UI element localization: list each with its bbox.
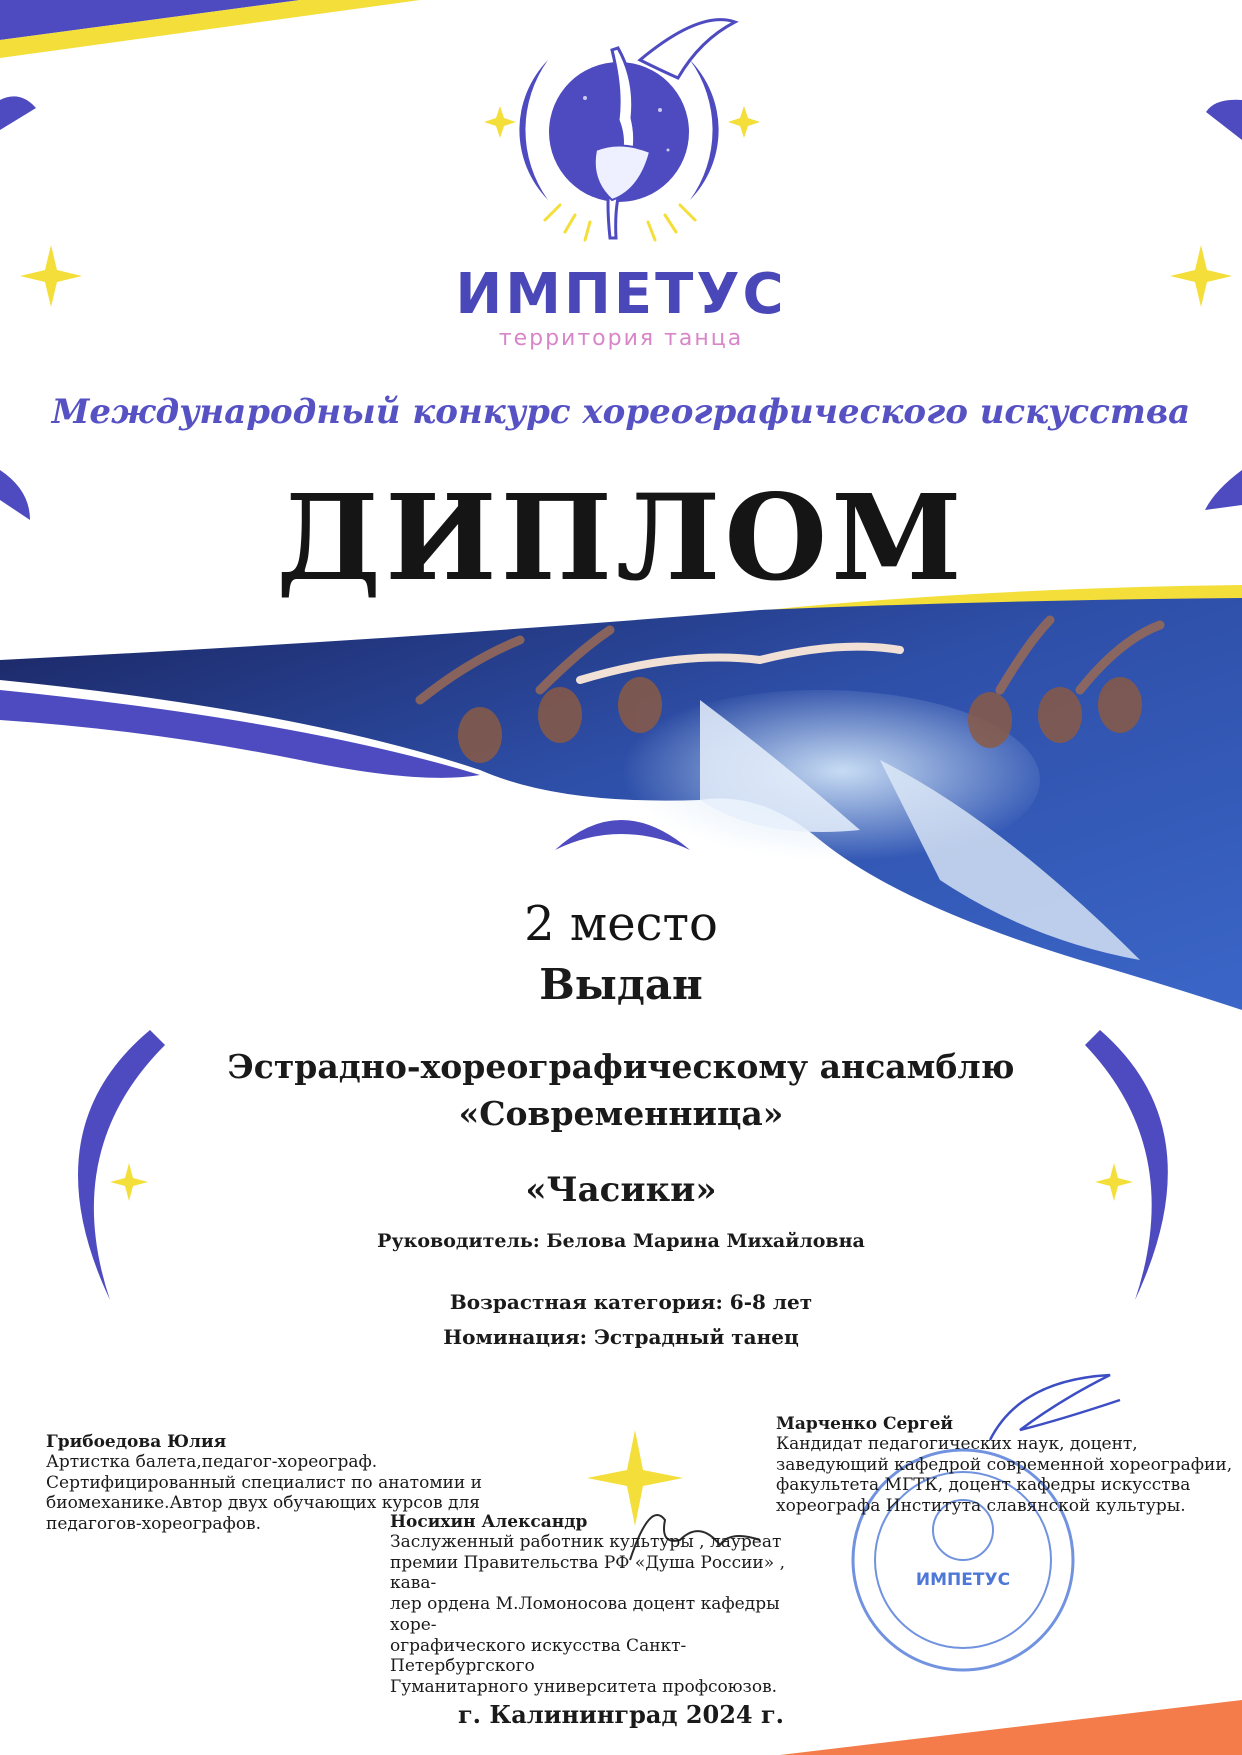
recipient-line2: «Современница» bbox=[458, 1093, 784, 1133]
award-issued: Выдан bbox=[539, 960, 703, 1009]
award-recipient bbox=[0, 1044, 1242, 1138]
brand-name: ИМПЕТУС bbox=[455, 262, 787, 327]
age-category: Возрастная категория: 6-8 лет bbox=[449, 1290, 813, 1314]
leader: Руководитель: Белова Марина Михайловна bbox=[377, 1230, 865, 1252]
desc-line: Гуманитарного университета профсоюзов. bbox=[390, 1677, 778, 1698]
side-curl-left-top bbox=[0, 96, 36, 130]
logo-emblem bbox=[484, 20, 760, 240]
signatory-marchenko bbox=[776, 1414, 1242, 1517]
signatory-name: Марченко Сергей bbox=[776, 1414, 954, 1434]
desc-line: Кандидат педагогических наук, доцент, bbox=[776, 1434, 1138, 1454]
desc-line: лер ордена М.Ломоносова доцент кафедры хоре- bbox=[390, 1594, 780, 1635]
desc-line: Артистка балета,педагог-хореограф. bbox=[46, 1452, 378, 1472]
side-curl-right-top bbox=[1206, 100, 1242, 140]
desc-line: педагогов-хореографов. bbox=[46, 1514, 262, 1535]
signatory-desc bbox=[390, 1532, 820, 1698]
desc-line: факультета МГТК, доцент кафедры искусства bbox=[776, 1475, 1191, 1496]
signatory-desc bbox=[776, 1434, 1242, 1517]
contest-title: Международный конкурс хореографического искусства bbox=[51, 392, 1191, 432]
desc-line: премии Правительства РФ «Душа России» , кава- bbox=[390, 1552, 785, 1594]
desc-line: ографического искусства Санкт-Петербургского bbox=[390, 1635, 687, 1677]
desc-line: Заслуженный работник культуры , лауреат bbox=[390, 1532, 782, 1552]
award-place: 2 место bbox=[524, 896, 718, 952]
dance-piece: «Часики» bbox=[525, 1170, 717, 1210]
signatory-nosikhin bbox=[390, 1512, 820, 1698]
desc-line: хореографа Института славянской культуры. bbox=[776, 1496, 1186, 1517]
corner-stripes-top bbox=[0, 0, 420, 58]
brand-tagline: территория танца bbox=[498, 326, 744, 351]
desc-line: биомеханике.Автор двух обучающих курсов для bbox=[46, 1493, 480, 1514]
signatory-name: Носихин Александр bbox=[390, 1512, 588, 1532]
desc-line: Сертифицированный специалист по анатомии и bbox=[46, 1472, 482, 1493]
desc-line: заведующий кафедрой современной хореографии, bbox=[776, 1454, 1233, 1475]
recipient-line1: Эстрадно-хореографическому ансамблю bbox=[227, 1047, 1015, 1086]
stamp-label: ИМПЕТУС bbox=[915, 1570, 1011, 1590]
document-title: ДИПЛОМ bbox=[276, 468, 966, 607]
signatory-name: Грибоедова Юлия bbox=[46, 1432, 227, 1452]
nomination: Номинация: Эстрадный танец bbox=[443, 1325, 799, 1349]
footer-city-year: г. Калининград 2024 г. bbox=[457, 1700, 785, 1729]
